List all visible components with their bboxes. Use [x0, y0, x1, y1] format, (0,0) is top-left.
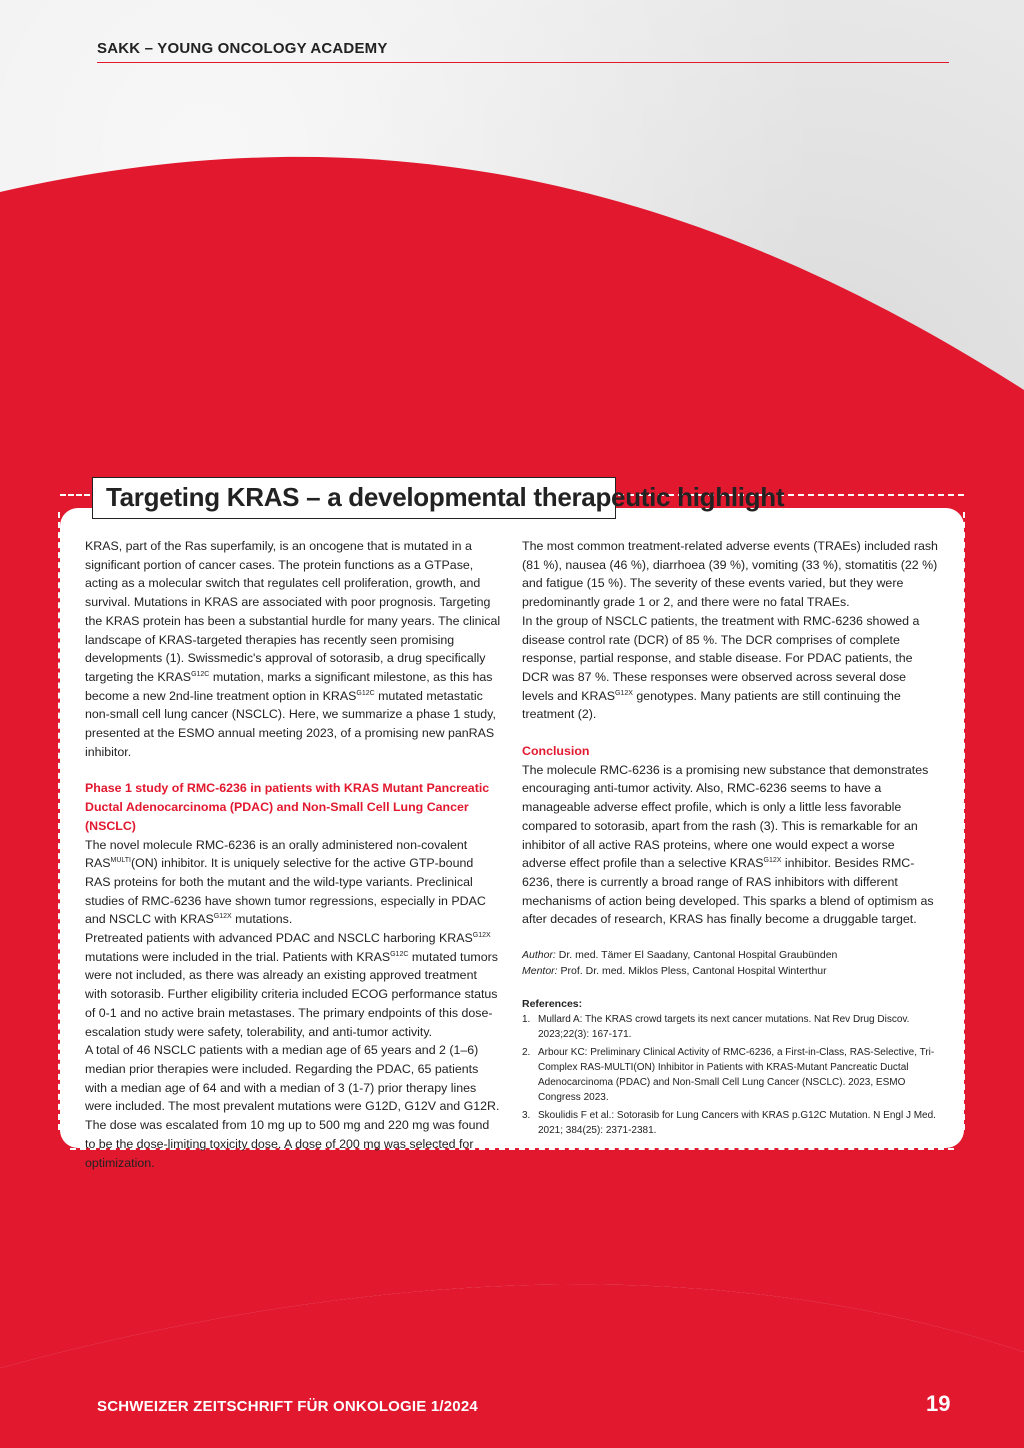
section-header: SAKK – YOUNG ONCOLOGY ACADEMY	[97, 40, 388, 57]
reference-item: 2. Arbour KC: Preliminary Clinical Activity of RMC-6236, a First-in-Class, RAS-Selective, Tri-Complex RAS-MULTI(ON) Inhibitor in Patients with KRAS-Mutant Pancreatic Ductal Adenocarcinoma (PDAC) and Non-Small Cell Lung Cancer (NSCLC). 2023, ESMO Congress 2023.	[522, 1047, 935, 1104]
page-number: 19	[926, 1391, 951, 1416]
phase1-heading: Phase 1 study of RMC-6236 in patients with KRAS Mutant Pancreatic Ductal Adenocarcinoma (PDAC) and Non-Small Cell Lung Cancer (NSCLC)	[85, 781, 490, 833]
intro-paragraph: KRAS, part of the Ras superfamily, is an oncogene that is mutated in a significant portion of cancer cases. The protein functions as a GTPase, acting as a molecular switch that regulates cell proliferation, growth, and survival. Mutations in KRAS are associated with poor prognosis. Targeting the KRAS protein has been a substantial hurdle for many years. The clinical landscape of KRAS-targeted therapies has recently seen promising developments (1). Swissmedic's approval of sotorasib, a drug specifically targeting the $KRAS^{G12C}$ mutation, marks a significant milestone, as this has become a new 2nd-line treatment option in $KRAS^{G12C}$ mutated metastatic non-small cell lung cancer (NSCLC). Here, we summarize a phase 1 study, presented at the ESMO annual meeting 2023, of a promising new panRAS inhibitor.	[85, 539, 501, 759]
reference-item: 1. Mullard A: The KRAS crowd targets its next cancer mutations. Nat Rev Drug Discov. 2023;22(3): 167-171.	[522, 1014, 910, 1041]
mentor-credit: Mentor: Prof. Dr. med. Miklos Pless, Cantonal Hospital Winterthur	[522, 965, 827, 978]
header-rule	[97, 62, 949, 63]
article-title: Targeting KRAS – a developmental therapeutic highlight	[106, 482, 785, 512]
phase1-paragraph-1: The novel molecule RMC-6236 is an orally administered non-covalent $RAS^{MULTI}(ON)$ inhibitor. It is uniquely selective for the active GTP-bound RAS proteins for both the mutant and the wild-type variants. Preclinical studies of RMC-6236 have shown tumor regressions, especially in PDAC and NSCLC with $KRAS^{G12X}$ mutations.	[85, 837, 486, 927]
references-heading: References:	[522, 998, 583, 1011]
right-column	[522, 537, 940, 1141]
dashed-border-top-left	[60, 494, 90, 496]
journal-footer: SCHWEIZER ZEITSCHRIFT FÜR ONKOLOGIE 1/2024	[97, 1398, 478, 1415]
conclusion-heading: Conclusion	[522, 744, 590, 759]
conclusion-paragraph: The molecule RMC-6236 is a promising new substance that demonstrates encouraging anti-tumor activity. Also, RMC-6236 seems to have a manageable adverse effect profile, which is only a little less favorable compared to sotorasib, apart from the rash (3). This is remarkable for an inhibitor of all active RAS proteins, where one would expect a worse adverse effect profile than a selective $KRAS^{G12X}$ inhibitor. Besides RMC-6236, there is currently a broad range of RAS inhibitors with different mechanisms of action being developed. This sparks a blend of optimism as after decades of research, KRAS has finally become a druggable target.	[522, 762, 934, 927]
results-paragraph-1: The most common treatment-related adverse events (TRAEs) included rash (81 %), nausea (46 %), diarrhoea (39 %), vomiting (33 %), stomatitis (22 %) and fatigue (15 %). The severity of these events varied, but they were predominantly grade 1 or 2, and there were no fatal TRAEs.	[522, 539, 938, 610]
phase1-paragraph-3: A total of 46 NSCLC patients with a median age of 65 years and 2 (1–6) median prior therapies were included. Regarding the PDAC, 65 patients with a median age of 64 and with a median of 3 (1-7) prior therapy lines were included. The most prevalent mutations were G12D, G12V and G12R. The dose was escalated from 10 mg up to 500 mg and 220 mg was found to be the dose-limiting toxicity dose. A dose of 200 mg was selected for optimization.	[85, 1043, 500, 1170]
phase1-paragraph-2: Pretreated patients with advanced PDAC and NSCLC harboring $KRAS^{G12X}$ mutations were included in the trial. Patients with $KRAS^{G12C}$ mutated tumors were not included, as there was already an existing approved treatment with sotorasib. Further eligibility criteria included ECOG performance status of 0-1 and no active brain metastases. The primary endpoints of this dose-escalation study were safety, tolerability, and anti-tumor activity.	[85, 931, 498, 1039]
author-credit: Author: Dr. med. Tämer El Saadany, Cantonal Hospital Graubünden	[522, 949, 838, 962]
results-paragraph-2: In the group of NSCLC patients, the treatment with RMC-6236 showed a disease control rate (DCR) of 85 %. The DCR comprises of complete response, partial response, and stable disease. For PDAC patients, the DCR was 87 %. These responses were observed across several dose levels and $KRAS^{G12X}$ genotypes. Many patients are still continuing the treatment (2).	[522, 613, 920, 722]
reference-item: 3. Skoulidis F et al.: Sotorasib for Lung Cancers with KRAS p.G12C Mutation. N Engl J Med. 2021; 384(25): 2371-2381.	[522, 1110, 936, 1137]
references-list	[522, 1012, 940, 1138]
left-column	[85, 537, 501, 1172]
